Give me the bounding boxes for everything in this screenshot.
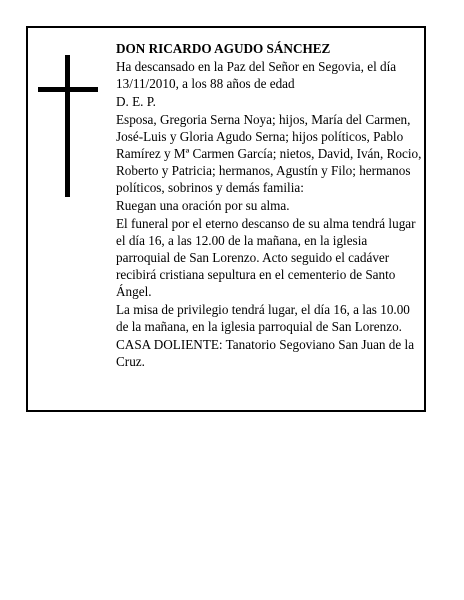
cross-icon xyxy=(38,55,98,197)
cross-horizontal-bar xyxy=(38,87,98,92)
mourning-house: CASA DOLIENTE: Tanatorio Segoviano San Juan de la Cruz. xyxy=(116,337,415,369)
rest-in-peace: D. E. P. xyxy=(116,94,156,109)
obituary-notice xyxy=(26,26,426,412)
mass-details: La misa de privilegio tendrá lugar, el día 16, a las 10.00 de la mañana, en la iglesia parroquial de San Lorenzo. xyxy=(116,302,410,334)
obituary-text xyxy=(116,40,422,371)
death-announcement: Ha descansado en la Paz del Señor en Segovia, el día 13/11/2010, a los 88 años de edad xyxy=(116,59,397,91)
cross-vertical-bar xyxy=(65,55,70,197)
prayer-request: Ruegan una oración por su alma. xyxy=(116,198,290,213)
family-list: Esposa, Gregoria Serna Noya; hijos, María del Carmen, José-Luis y Gloria Agudo Serna; hijos políticos, Pablo Ramírez y Mª Carmen García; nietos, David, Iván, Rocio, Roberto y Patricia; hermanos, Agustín y Filo; hermanos políticos, sobrinos y demás familia: xyxy=(116,112,422,195)
deceased-name: DON RICARDO AGUDO SÁNCHEZ xyxy=(116,41,331,56)
funeral-details: El funeral por el eterno descanso de su alma tendrá lugar el día 16, a las 12.00 de la mañana, en la iglesia parroquial de San Lorenzo. Acto seguido el cadáver recibirá cristiana sepultura en el cementerio de Santo Ángel. xyxy=(116,216,416,299)
